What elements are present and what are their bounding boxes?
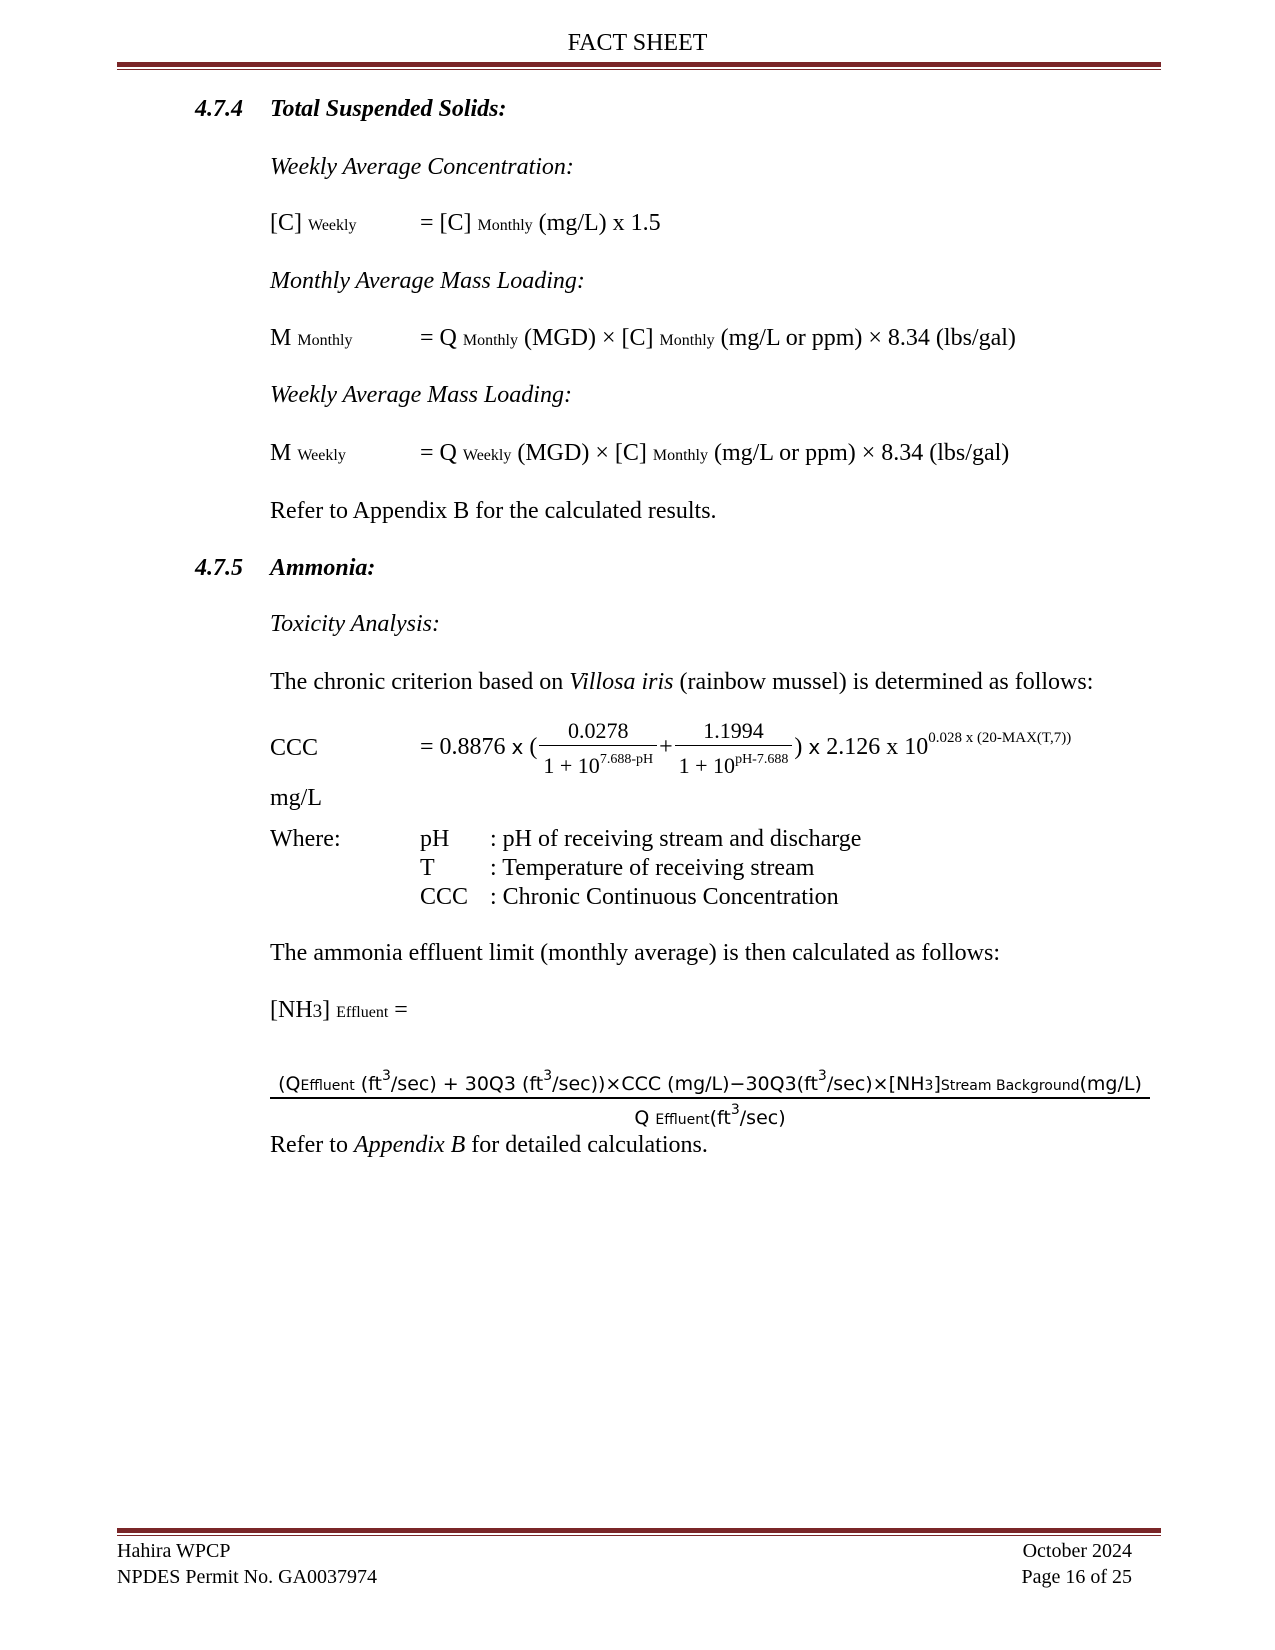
fraction-2: $\frac{1.1994}{1 + 10^{pH-7.688}}$ [675, 717, 793, 780]
effluent-intro-text: The ammonia effluent limit (monthly average) is then calculated as follows: [270, 940, 1000, 966]
tss-refer-text: Refer to Appendix B for the calculated results. [270, 498, 717, 524]
section-title-475: Ammonia: [270, 555, 376, 581]
fraction-1: $\frac{0.0278}{1 + 10^{7.688-pH}}$ [539, 717, 657, 780]
footer-rule-thin [117, 1535, 1161, 1536]
where-sym-ccc: CCC [420, 884, 469, 910]
section-title-474: Total Suspended Solids: [270, 96, 507, 122]
page-header-title: FACT SHEET [567, 30, 708, 56]
species-name: Villosa iris [569, 669, 674, 695]
footer-date: October 2024 [1022, 1540, 1132, 1562]
section-number-474: 4.7.4 [195, 96, 243, 122]
where-label: Where: [270, 826, 341, 852]
footer-rule [117, 1528, 1161, 1533]
footer-page-number: Page 16 of 25 [1021, 1566, 1132, 1588]
footer-permit-number: NPDES Permit No. GA0037974 [117, 1566, 378, 1588]
header-rule [117, 62, 1161, 67]
eq3-rhs: = Q Weekly (MGD) × [C] Monthly (mg/L or ppm) × 8.34 (lbs/gal) [420, 440, 1010, 466]
toxicity-label: Toxicity Analysis: [270, 611, 440, 637]
eq3-lhs: M Weekly [270, 440, 346, 466]
eq2-rhs: = Q Monthly (MGD) × [C] Monthly (mg/L or ppm) × 8.34 (lbs/gal) [420, 325, 1016, 351]
nh3-effluent-lhs: [NH3] Effluent = [270, 997, 408, 1023]
section-number-475: 4.7.5 [195, 555, 243, 581]
where-sym-t: T [420, 855, 435, 881]
header-rule-thin [117, 69, 1161, 70]
effluent-fraction-bar [270, 1097, 1150, 1099]
ccc-formula: = 0.8876 x ( $\frac{0.0278}{1 + 10^{7.688-pH}}$ + $\frac{1.1994}{1 + 10^{pH-7.688}}$ ) x 2.126 x $10^{0.028 x (20-MAX(T,7))}$ [420, 718, 1072, 778]
where-desc-ph: : pH of receiving stream and discharge [490, 826, 862, 852]
effluent-formula-numerator: (QEffluent $(ft^3/\sec) + 30Q3$ $(ft^3/\sec))\times CCC$ $(mg/L)-30Q3(ft^3/\sec)\times[NH3]Stream$ Background(mg/L) [278, 1068, 1142, 1095]
eq1-rhs: = [C] Monthly (mg/L) x 1.5 [420, 210, 661, 236]
monthly-mass-label: Monthly Average Mass Loading: [270, 268, 585, 294]
chronic-criterion-text: The chronic criterion based on Villosa iris (rainbow mussel) is determined as follows: [270, 669, 1094, 695]
weekly-mass-label: Weekly Average Mass Loading: [270, 382, 572, 408]
eq1-lhs: [C] Weekly [270, 210, 357, 236]
ammonia-refer-text: Refer to Appendix B for detailed calculations. [270, 1132, 708, 1158]
ccc-unit: mg/L [270, 785, 322, 811]
where-desc-t: : Temperature of receiving stream [490, 855, 815, 881]
where-desc-ccc: : Chronic Continuous Concentration [490, 884, 839, 910]
eq2-lhs: M Monthly [270, 325, 353, 351]
footer-facility: Hahira WPCP [117, 1540, 231, 1562]
where-sym-ph: pH [420, 826, 450, 852]
weekly-concentration-label: Weekly Average Concentration: [270, 154, 574, 180]
effluent-formula-denominator: Q $Effluent(ft^3/\sec)$ [634, 1102, 786, 1129]
ccc-lhs: CCC [270, 735, 319, 761]
